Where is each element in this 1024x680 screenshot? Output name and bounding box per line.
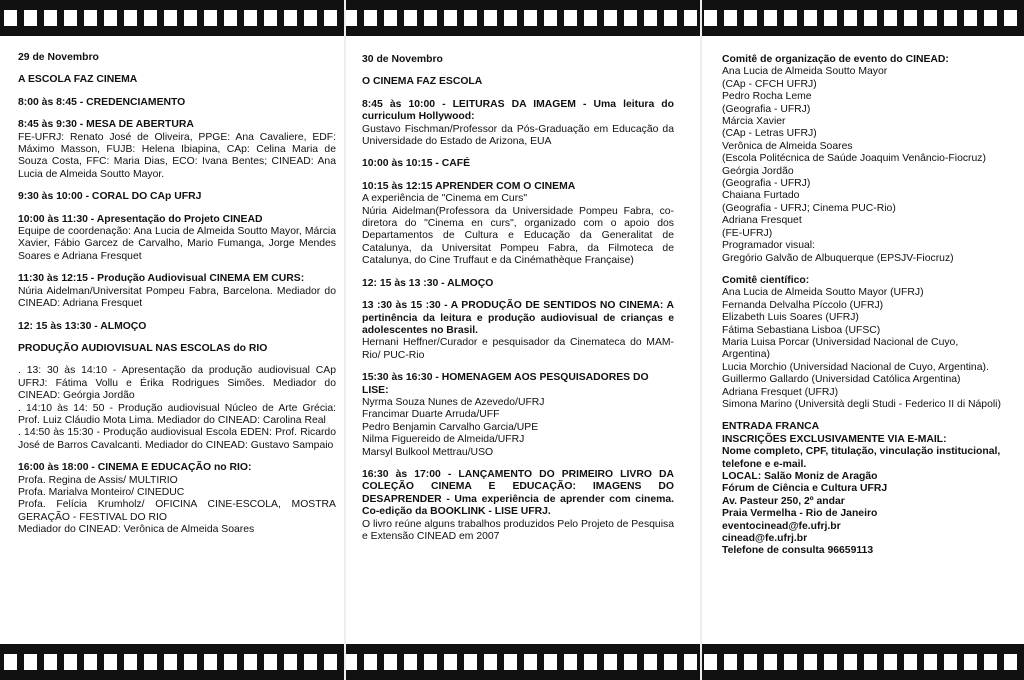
session-heading: 15:30 às 16:30 - HOMENAGEM AOS PESQUISADORES DO LISE:: [362, 372, 649, 396]
list-item: Simona Marino (Università degli Studi - Federico II di Nápoli): [722, 398, 1001, 410]
list-item: Fernanda Delvalha Píccolo (UFRJ): [722, 299, 884, 311]
info-line: Av. Pasteur 250, 2º andar: [722, 495, 845, 507]
day-title: A ESCOLA FAZ CINEMA: [18, 74, 138, 86]
day-title: O CINEMA FAZ ESCOLA: [362, 76, 483, 88]
date-heading: 30 de Novembro: [362, 54, 443, 65]
list-item: Ana Lucia de Almeida Soutto Mayor (UFRJ): [722, 287, 924, 299]
list-item: Márcia Xavier: [722, 116, 786, 128]
event-info: [722, 44, 1022, 558]
list-item: Adriana Fresquet: [722, 215, 802, 227]
session-heading: 10:00 às 10:15 - CAFÉ: [362, 158, 471, 170]
session-heading: 8:00 às 8:45 - CREDENCIAMENTO: [18, 96, 186, 108]
section-heading: Comitê científico:: [722, 274, 810, 286]
session-heading: 13 :30 às 15 :30 - A PRODUÇÃO DE SENTIDOS NO CINEMA: A pertinência da leitura e produção audiovisual de crianças e adolescentes no Brasil.: [362, 300, 674, 336]
session-body: . 14:50 às 15:30 - Produção audiovisual Escola EDEN: Prof. Ricardo José de Barros Cavalcanti. Mediador do CINEAD: Gustavo Sampaio: [18, 427, 336, 451]
date-heading: 29 de Novembro: [18, 52, 99, 63]
program-day-2: [362, 44, 674, 543]
info-line: INSCRIÇÕES EXCLUSIVAMENTE VIA E-MAIL:: [722, 433, 947, 445]
email-link[interactable]: cinead@fe.ufrj.br: [722, 533, 808, 545]
session-body: FE-UFRJ: Renato José de Oliveira, PPGE: Ana Cavaliere, EDF: Máximo Masson, FUJB: Helena Ibiapina, CAp: Celina Maria de Souza Costa, FFC: Maria Dias, ECO: Ivana Bentes; CINEAD: Ana Lucia de Almeida Soutto Mayor.: [18, 131, 336, 180]
session-heading: 12: 15 às 13:30 - ALMOÇO: [18, 320, 147, 332]
session-heading: 10:00 às 11:30 - Apresentação do Projeto CINEAD: [18, 213, 263, 225]
list-item: Argentina): [722, 349, 770, 361]
list-item: Programador visual:: [722, 240, 815, 252]
session-body: Núria Aidelman/Universitat Pompeu Fabra, Barcelona. Mediador do CINEAD: Adriana Fresquet: [18, 285, 336, 310]
list-item: (CAp - CFCH UFRJ): [722, 78, 817, 90]
film-strip-bottom: [0, 644, 1024, 680]
session-heading: 9:30 às 10:00 - CORAL DO CAp UFRJ: [18, 191, 202, 203]
session-body: . 13: 30 às 14:10 - Apresentação da produção audiovisual CAp UFRJ: Fátima Vollu e Érika Rodrigues Simões. Mediador do CINEAD: Geórgia Jordão: [18, 365, 336, 402]
fold-line: [344, 0, 346, 680]
info-line: telefone e e-mail.: [722, 458, 807, 470]
list-item: Lucia Morchio (Universidad Nacional de Cuyo, Argentina).: [722, 361, 989, 373]
list-item: (CAp - Letras UFRJ): [722, 128, 817, 140]
session-heading: 11:30 às 12:15 - Produção Audiovisual CINEMA EM CURS:: [18, 273, 305, 285]
list-item: Verônica de Almeida Soares: [722, 140, 853, 152]
list-item: Adriana Fresquet (UFRJ): [722, 386, 839, 398]
list-item: Francimar Duarte Arruda/UFF: [362, 409, 500, 421]
list-item: Gregório Galvão de Albuquerque (EPSJV-Fiocruz): [722, 252, 954, 264]
list-item: Chaiana Furtado: [722, 190, 800, 202]
film-perforations: [4, 10, 1024, 26]
session-heading: PRODUÇÃO AUDIOVISUAL NAS ESCOLAS do RIO: [18, 342, 268, 354]
list-item: (Escola Politécnica de Saúde Joaquim Venâncio-Fiocruz): [722, 153, 986, 165]
list-item: Nilma Figuereido de Almeida/UFRJ: [362, 434, 525, 446]
list-item: (Geografia - UFRJ): [722, 178, 811, 190]
session-heading: 8:45 às 9:30 - MESA DE ABERTURA: [18, 119, 194, 131]
session-body: Equipe de coordenação: Ana Lucia de Almeida Soutto Mayor, Márcia Xavier, Fábio Garcez de Carvalho, Mario Fumanga, Jorge Mendes Soares e Adriana Fresquet: [18, 226, 336, 262]
list-item: Fátima Sebastiana Lisboa (UFSC): [722, 324, 881, 336]
list-item: Nyrma Souza Nunes de Azevedo/UFRJ: [362, 396, 545, 408]
session-body: . 14:10 às 14: 50 - Produção audiovisual Núcleo de Arte Grécia: Prof. Luiz Cláudio Mota Lima. Mediador do CINEAD: Carolina Real: [18, 402, 336, 426]
list-item: (FE-UFRJ): [722, 227, 773, 239]
fold-line: [700, 0, 702, 680]
phone-line: Telefone de consulta 96659113: [722, 545, 874, 557]
session-heading: 16:30 às 17:00 - LANÇAMENTO DO PRIMEIRO LIVRO DA COLEÇÃO CINEMA E EDUCAÇÃO: IMAGENS DO DESAPRENDER - Uma experiência de aprender com cinema. Co-edição da BOOKLINK - LISE UFRJ.: [362, 468, 674, 518]
session-heading: 16:00 às 18:00 - CINEMA E EDUCAÇÃO no RIO:: [18, 462, 252, 474]
list-item: Elizabeth Luis Soares (UFRJ): [722, 312, 859, 324]
list-item: Pedro Rocha Leme: [722, 91, 812, 103]
list-item: Guillermo Gallardo (Universidad Católica Argentina): [722, 374, 961, 386]
session-heading: 8:45 às 10:00 - LEITURAS DA IMAGEM - Uma leitura do curriculum Hollywood:: [362, 98, 674, 123]
film-strip-top: [0, 0, 1024, 36]
session-subtitle: A experiência de "Cinema em Curs": [362, 193, 528, 205]
email-link[interactable]: eventocinead@fe.ufrj.br: [722, 520, 841, 532]
list-item: (Geografia - UFRJ; Cinema PUC-Rio): [722, 202, 896, 214]
info-line: LOCAL: Salão Moniz de Aragão: [722, 471, 878, 482]
list-item: Ana Lucia de Almeida Soutto Mayor: [722, 66, 888, 78]
info-line: Fórum de Ciência e Cultura UFRJ: [722, 483, 888, 495]
list-item: Mediador do CINEAD: Verônica de Almeida Soares: [18, 524, 255, 536]
film-perforations: [4, 654, 1024, 670]
list-item: Geórgia Jordão: [722, 165, 794, 177]
session-body: Núria Aidelman(Professora da Universidade Pompeu Fabra, co-diretora do "Cinema en curs", organizado com o apoio dos Departamentos de Cultura e Educação da Generalitat de Catalunya, da Universitat Pompeu Fabra, da Filmoteca de Catalunya, do Cine Truffaut e da Cinémathèque Française): [362, 205, 674, 267]
info-line: Praia Vermelha - Rio de Janeiro: [722, 508, 878, 520]
entrada-franca: ENTRADA FRANCA: [722, 421, 820, 433]
list-item: Profa. Felícia Krumholz/ OFICINA CINE-ESCOLA, MOSTRA GERAÇÃO - FESTIVAL DO RIO: [18, 499, 336, 523]
program-day-1: [18, 44, 336, 537]
list-item: Maria Luisa Porcar (Universidad Nacional de Cuyo,: [722, 336, 959, 348]
list-item: Profa. Regina de Assis/ MULTIRIO: [18, 474, 178, 486]
session-heading: 12: 15 às 13 :30 - ALMOÇO: [362, 277, 494, 289]
list-item: Profa. Marialva Monteiro/ CINEDUC: [18, 486, 185, 498]
list-item: (Geografia - UFRJ): [722, 103, 811, 115]
section-heading: Comitê de organização de evento do CINEAD:: [722, 54, 949, 65]
session-body: Hernani Heffner/Curador e pesquisador da Cinemateca do MAM-Rio/ PUC-Rio: [362, 337, 674, 361]
info-line: Nome completo, CPF, titulação, vinculação institucional,: [722, 446, 1001, 458]
list-item: Pedro Benjamin Carvalho Garcia/UPE: [362, 421, 539, 433]
session-heading: 10:15 às 12:15 APRENDER COM O CINEMA: [362, 180, 576, 192]
session-body: Gustavo Fischman/Professor da Pós-Graduação em Educação da Universidade do Estado de Arizona, EUA: [362, 123, 674, 148]
list-item: Marsyl Bulkool Mettrau/USO: [362, 446, 494, 458]
session-body: O livro reúne alguns trabalhos produzidos Pelo Projeto de Pesquisa e Extensão CINEAD em 2007: [362, 518, 674, 542]
